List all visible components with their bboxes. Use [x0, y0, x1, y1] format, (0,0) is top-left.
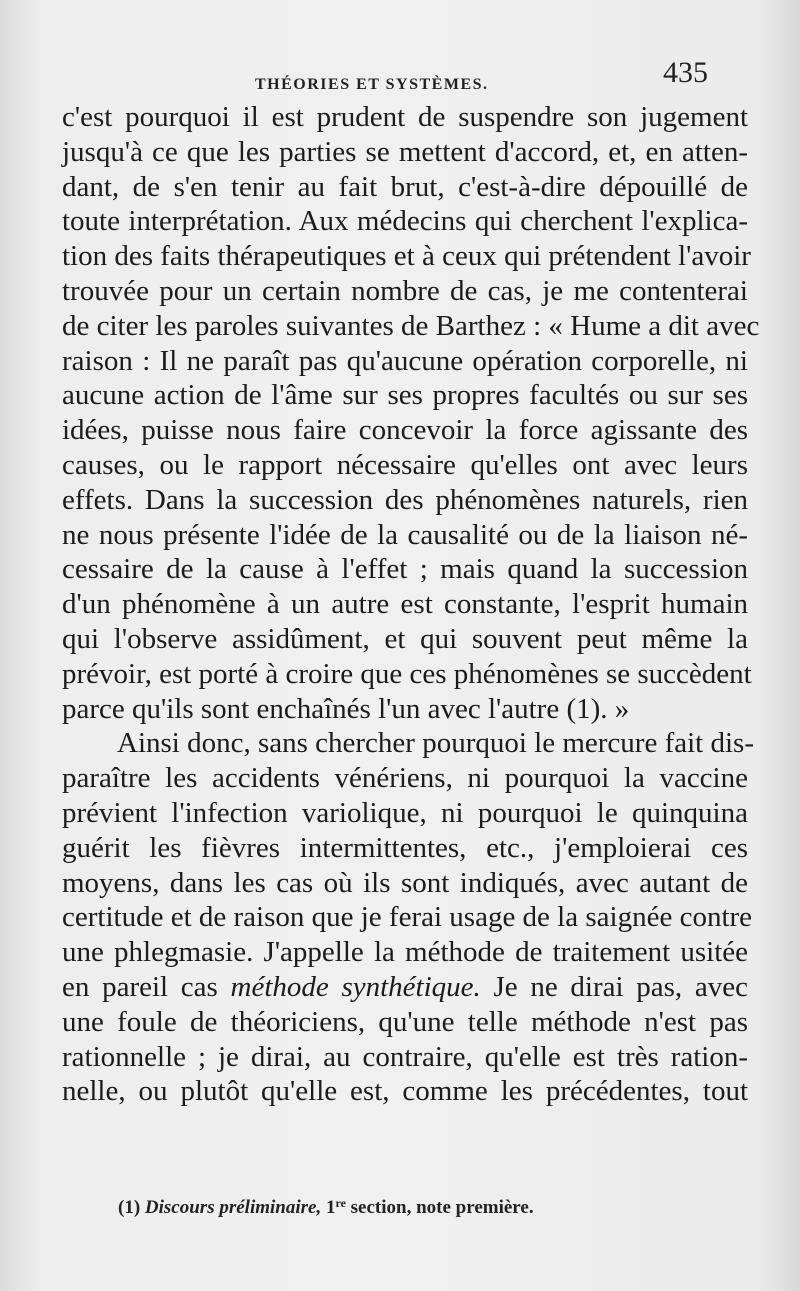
- text-line: effets. Dans la succession des phénomènes naturels, rien: [62, 483, 748, 516]
- paragraph-method: [62, 726, 754, 1109]
- text-line: aucune action de l'âme sur ses propres facultés ou sur ses: [62, 379, 748, 412]
- page-number: 435: [663, 56, 708, 89]
- text-line: qui l'observe assidûment, et qui souvent peut même la: [62, 622, 748, 655]
- text-line: trouvée pour un certain nombre de cas, je me contenterai: [62, 274, 748, 307]
- text-line: paraître les accidents vénériens, ni pourquoi la vaccine: [62, 762, 748, 795]
- footnote-superscript: re: [335, 1196, 346, 1210]
- text-line: jusqu'à ce que les parties se mettent d'accord, et, en atten-: [62, 135, 748, 168]
- footnote-title: Discours préliminaire,: [144, 1197, 322, 1218]
- text-line: nelle, ou plutôt qu'elle est, comme les précédentes, tout: [62, 1075, 748, 1108]
- text-line: tion des faits thérapeutiques et à ceux qui prétendent l'avoir: [62, 240, 751, 273]
- paragraph-quote: [62, 100, 760, 726]
- text-line: dant, de s'en tenir au fait brut, c'est-à-dire dépouillé de: [62, 170, 748, 203]
- text-line: Ainsi donc, sans chercher pourquoi le mercure fait dis-: [117, 727, 754, 760]
- text-line: ne nous présente l'idée de la causalité ou de la liaison né-: [62, 518, 748, 551]
- text-line: cessaire de la cause à l'effet ; mais quand la succession: [62, 553, 748, 586]
- text-line: d'un phénomène à un autre est constante, l'esprit humain: [62, 588, 748, 621]
- text-segment: Je ne dirai pas, avec: [480, 970, 748, 1003]
- text-line: une foule de théoriciens, qu'une telle méthode n'est pas: [62, 1005, 748, 1038]
- text-line: prévient l'infection variolique, ni pourquoi le quinquina: [62, 796, 748, 829]
- text-segment: en pareil cas: [62, 970, 231, 1003]
- text-line: causes, ou le rapport nécessaire qu'elles ont avec leurs: [62, 448, 748, 481]
- text-line: certitude et de raison que je ferai usage de la saignée contre: [62, 901, 753, 934]
- text-line: guérit les fièvres intermittentes, etc., j'emploierai ces: [62, 831, 748, 864]
- text-line: idées, puisse nous faire concevoir la force agissante des: [62, 414, 748, 447]
- text-line: de citer les paroles suivantes de Barthez : « Hume a dit avec: [62, 309, 760, 342]
- italic-term: méthode synthétique.: [230, 970, 481, 1003]
- text-line: rationnelle ; je dirai, au contraire, qu'elle est très ration-: [62, 1040, 748, 1073]
- footnote-number: 1: [325, 1197, 336, 1218]
- text-line: prévoir, est porté à croire que ces phénomènes se succèdent: [62, 657, 752, 690]
- text-line-with-italic: [62, 970, 748, 1005]
- text-line: c'est pourquoi il est prudent de suspendre son jugement: [62, 101, 748, 133]
- text-line: parce qu'ils sont enchaînés l'un avec l'autre (1). »: [62, 692, 630, 725]
- footnote-marker: (1): [118, 1197, 141, 1218]
- body-text: [62, 100, 760, 1109]
- text-line: moyens, dans les cas où ils sont indiqués, avec autant de: [62, 866, 748, 899]
- running-title: THÉORIES ET SYSTÈMES.: [255, 76, 489, 93]
- text-line: raison : Il ne paraît pas qu'aucune opération corporelle, ni: [62, 344, 748, 377]
- text-line: toute interprétation. Aux médecins qui cherchent l'explica-: [62, 205, 748, 238]
- footnote: [118, 1196, 534, 1219]
- text-line: une phlegmasie. J'appelle la méthode de traitement usitée: [62, 936, 748, 969]
- footnote-text: section, note première.: [350, 1197, 534, 1218]
